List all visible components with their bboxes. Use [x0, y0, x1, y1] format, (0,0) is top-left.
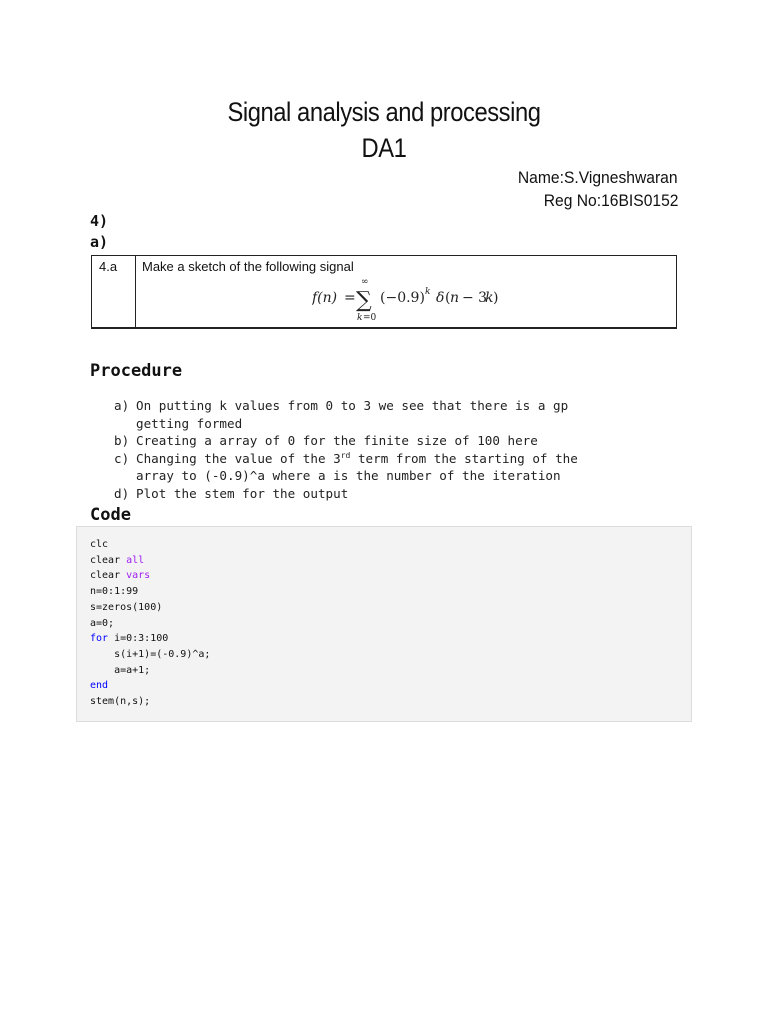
table-divider [135, 256, 136, 329]
procedure-step: d) Plot the stem for the output [114, 485, 349, 501]
procedure-step: b) Creating a array of 0 for the finite size of 100 here [114, 433, 538, 448]
procedure-list [114, 397, 578, 502]
document-title: Signal analysis and processing [227, 97, 541, 127]
code-block [76, 526, 692, 722]
svg-text:k: k [357, 313, 363, 323]
svg-text:): ) [493, 290, 499, 306]
question-part: a) [90, 233, 109, 251]
document-subtitle: DA1 [361, 133, 407, 163]
author-name: Name:S.Vigneshwaran [518, 168, 678, 187]
svg-text:∑: ∑ [356, 288, 372, 313]
registration-number: Reg No:16BIS0152 [543, 191, 678, 210]
signal-formula-image [312, 276, 612, 326]
question-text: Make a sketch of the following signal [142, 259, 354, 274]
procedure-step: a) On putting k values from 0 to 3 we see that there is a gp getting formed [114, 398, 569, 431]
svg-text:− 3: − 3 [462, 290, 488, 306]
code-listing: clc clear all clear vars n=0:1:99 s=zeros(100) a=0; for i=0:3:100 s(i+1)=(-0.9)^a; a=a+1; end stem(n,s); [90, 539, 211, 708]
procedure-heading: Procedure [90, 361, 183, 381]
table-bottom-rule [91, 327, 677, 329]
svg-text:f(n): f(n) [312, 290, 338, 306]
question-id: 4.a [99, 259, 118, 274]
svg-text:k: k [425, 287, 431, 297]
code-heading: Code [90, 505, 131, 525]
procedure-step: c) Changing the value of the 3rd term from the starting of the array to (-0.9)^a where a is the number of the iteration [114, 450, 578, 483]
question-table [91, 255, 677, 329]
svg-text:n: n [450, 290, 460, 306]
svg-text:(−0.9): (−0.9) [380, 290, 425, 306]
svg-text:=: = [344, 290, 356, 306]
svg-text:(: ( [445, 290, 451, 306]
question-number: 4) [90, 212, 109, 230]
svg-text:δ: δ [436, 290, 445, 306]
svg-text:=0: =0 [363, 313, 377, 323]
svg-text:∞: ∞ [361, 277, 369, 287]
svg-text:k: k [485, 290, 494, 306]
